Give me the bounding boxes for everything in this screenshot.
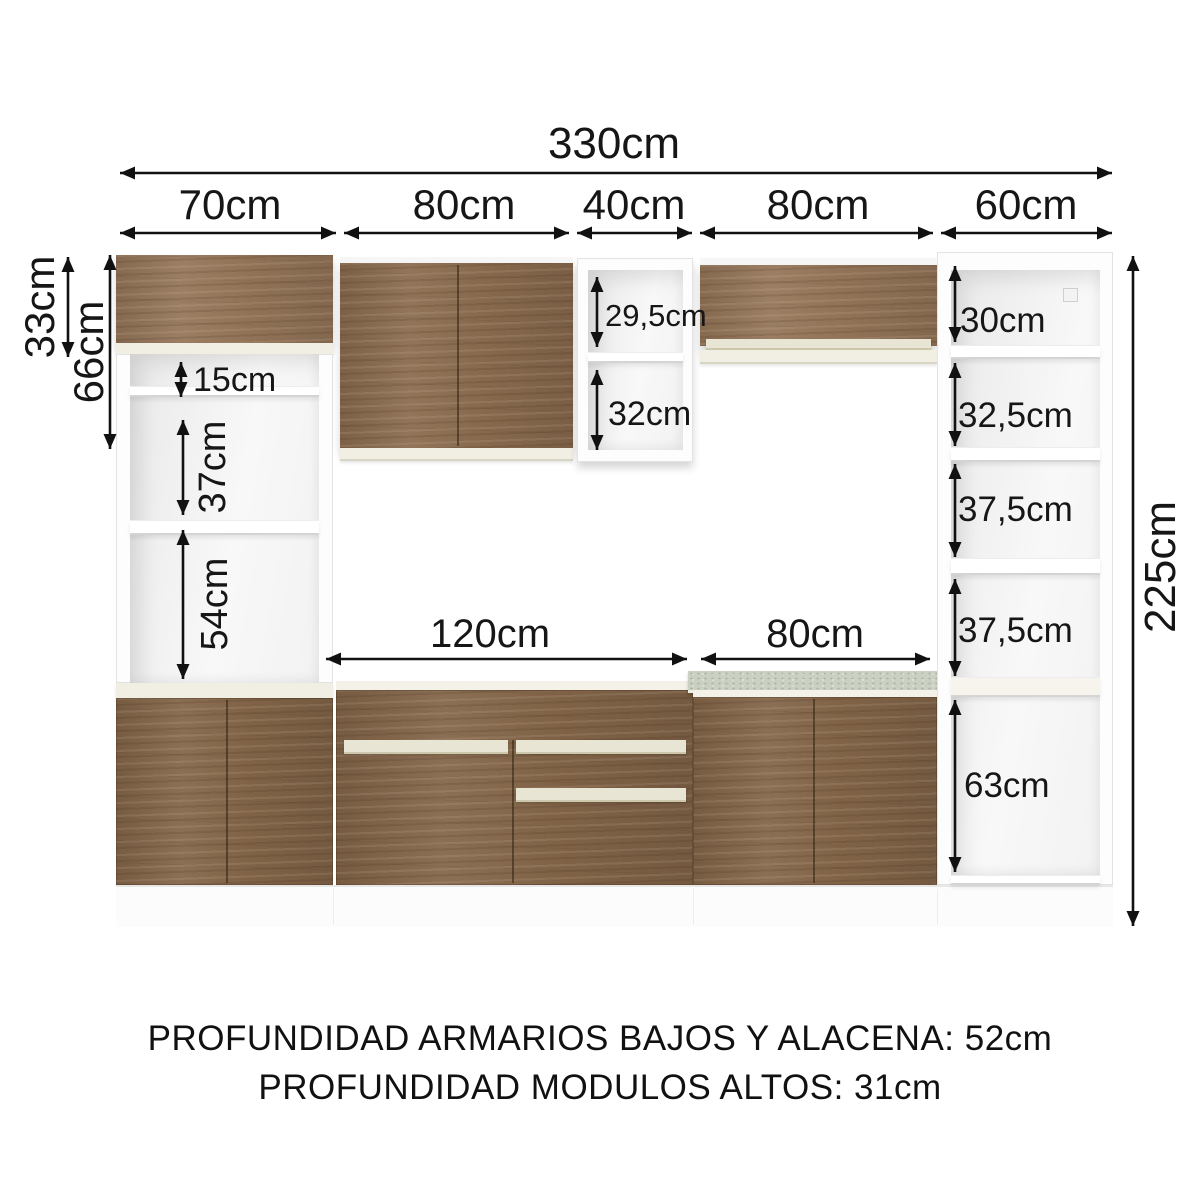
dim-label-total-height: 225cm [1136, 500, 1185, 634]
dim-label-worktop-120: 120cm [429, 612, 551, 656]
dim-label-worktop-80: 80cm [766, 612, 864, 656]
dim-label-63: 63cm [964, 766, 1050, 805]
dim-label-37: 37cm [192, 420, 234, 514]
dim-label-section-80b: 80cm [766, 181, 870, 228]
dim-label-32: 32cm [608, 395, 692, 433]
depth-notes [0, 1014, 1200, 1112]
dim-label-37-5b: 37,5cm [958, 611, 1073, 650]
depth-note-line1: PROFUNDIDAD ARMARIOS BAJOS Y ALACENA: 52cm [147, 1019, 1053, 1058]
dim-label-section-40: 40cm [582, 181, 686, 228]
dim-label-32-5: 32,5cm [958, 396, 1073, 435]
dim-label-37-5a: 37,5cm [958, 490, 1073, 529]
dim-label-total-width: 330cm [547, 119, 681, 168]
dim-label-section-70: 70cm [178, 181, 282, 228]
dim-label-33: 33cm [16, 255, 63, 359]
dim-label-30: 30cm [960, 301, 1046, 340]
depth-note-line2: PROFUNDIDAD MODULOS ALTOS: 31cm [258, 1068, 942, 1107]
dim-label-66: 66cm [65, 300, 112, 404]
dim-label-15: 15cm [193, 361, 277, 399]
dim-label-section-60: 60cm [974, 181, 1078, 228]
dim-label-section-80a: 80cm [412, 181, 516, 228]
dim-label-29-5: 29,5cm [605, 298, 707, 333]
dim-label-54: 54cm [194, 557, 236, 651]
